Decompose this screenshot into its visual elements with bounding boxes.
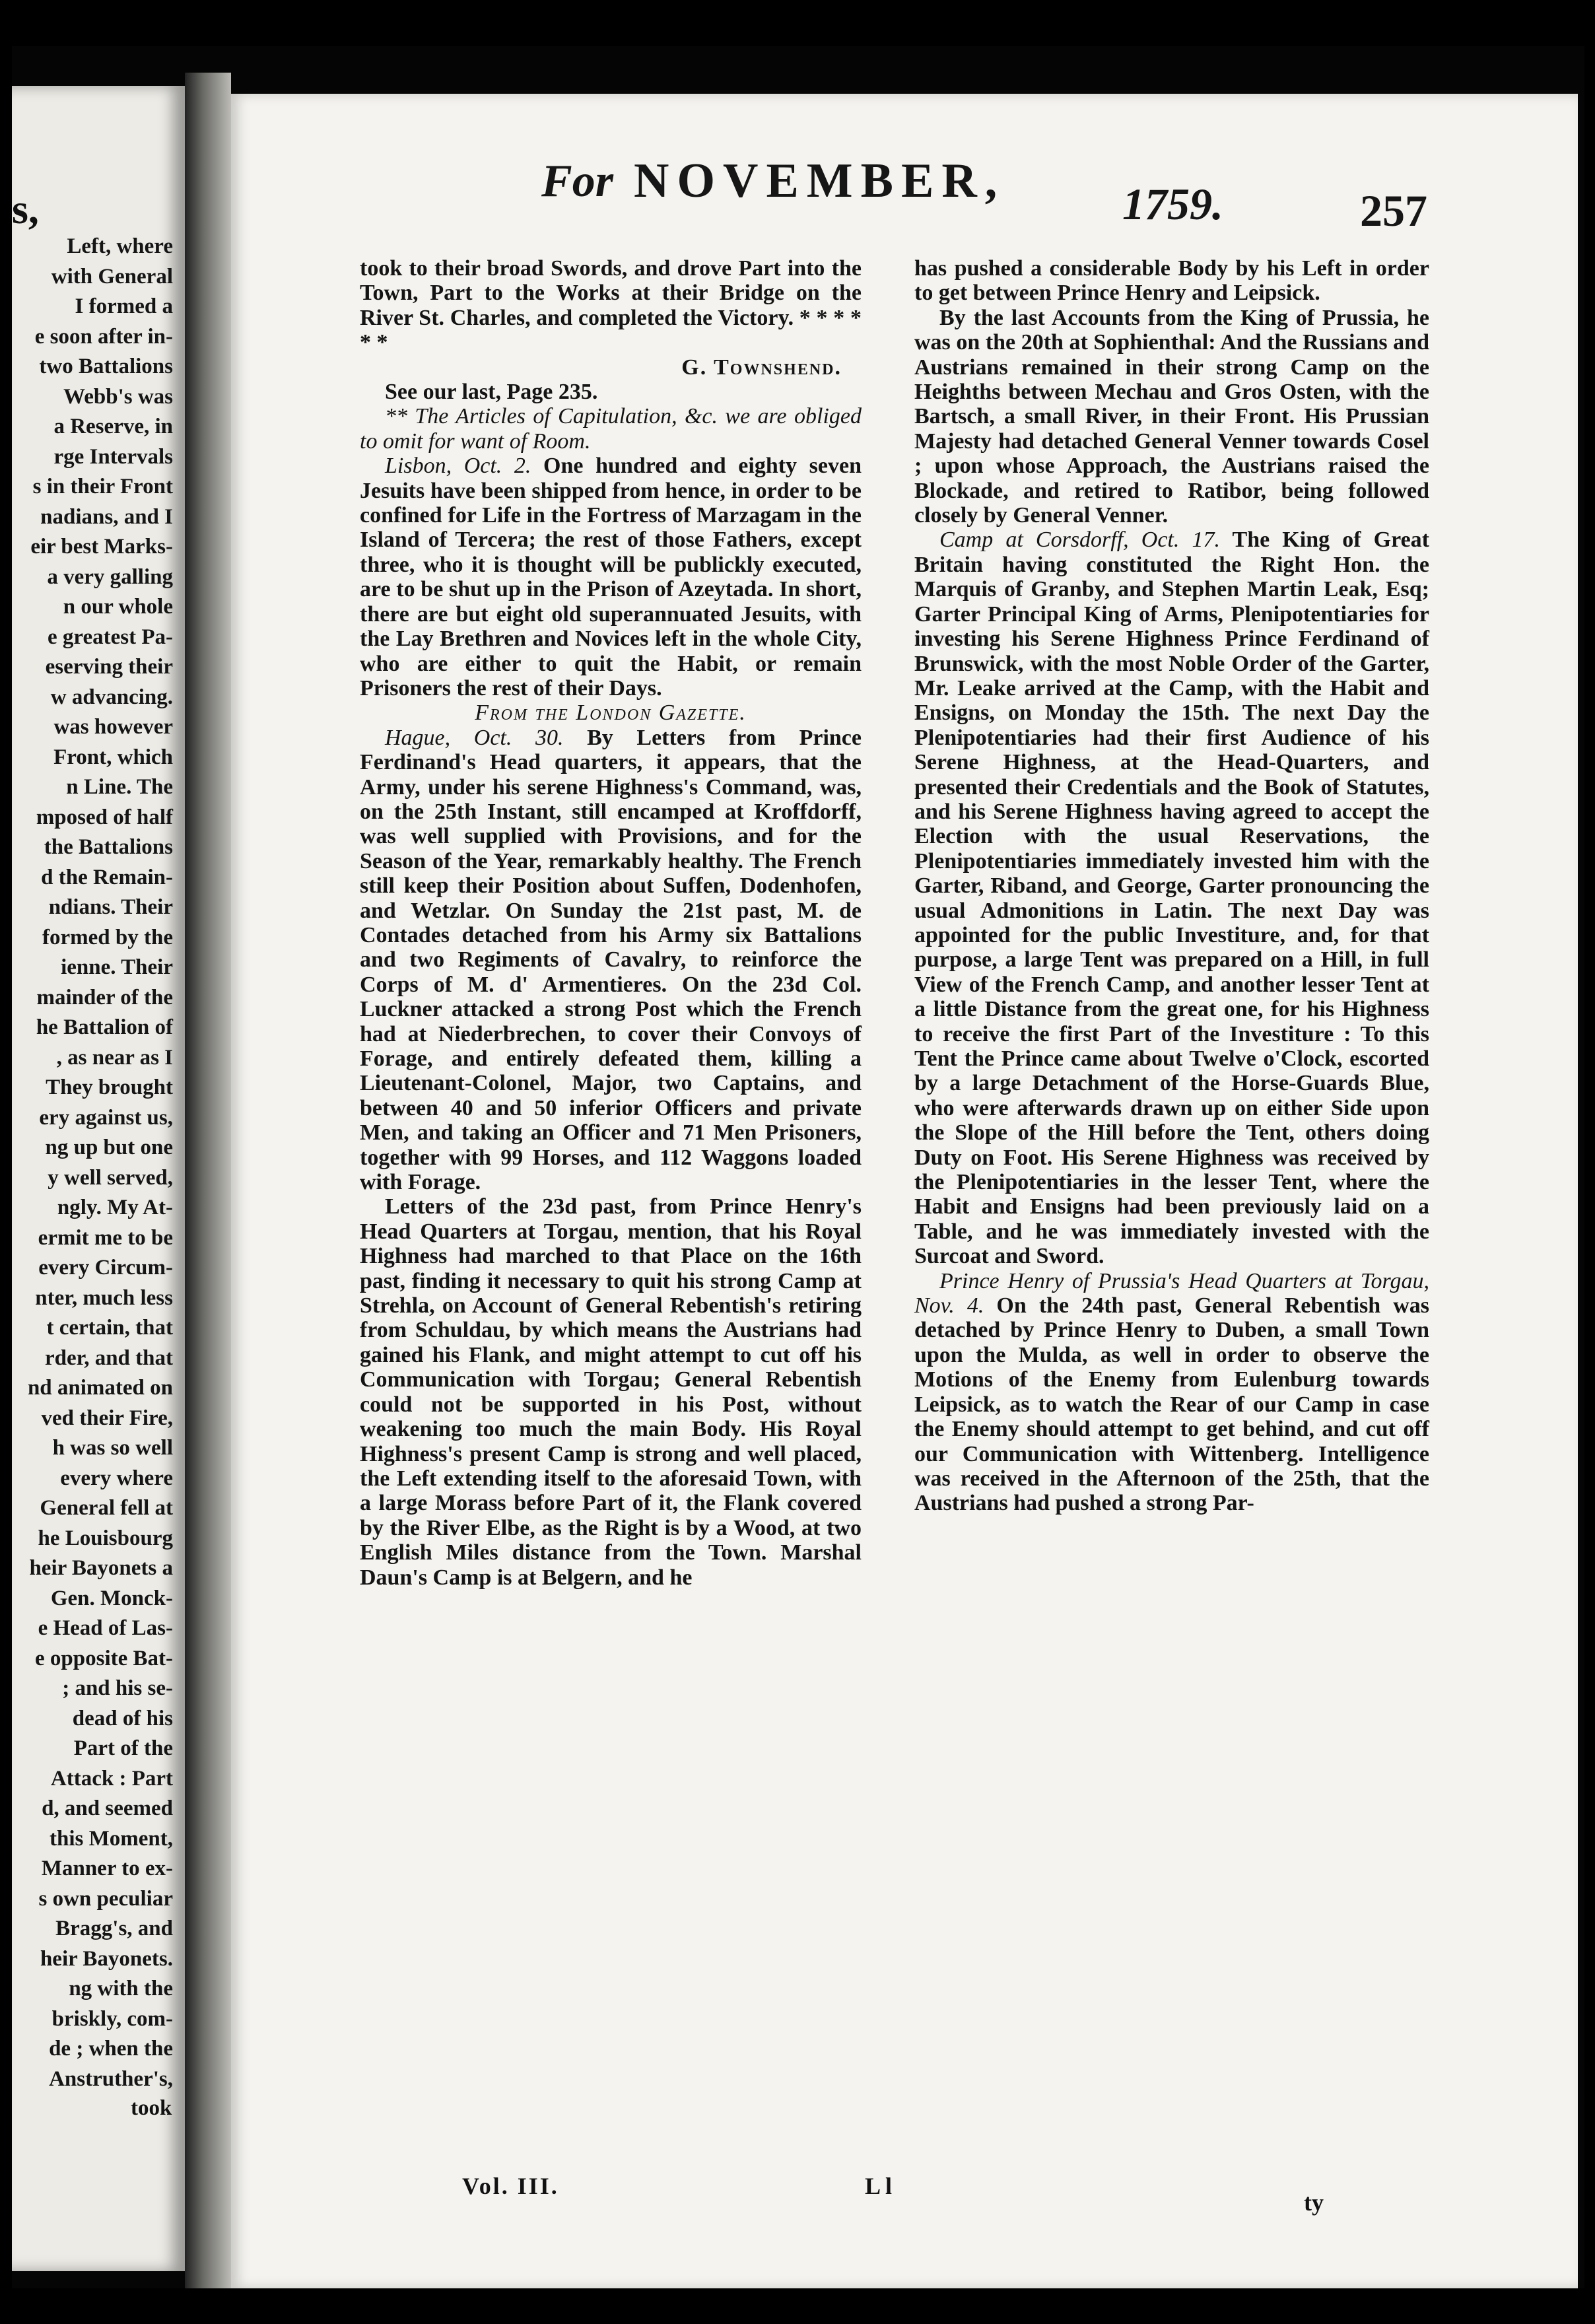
facing-page-line: Webb's was: [63, 384, 173, 409]
facing-page-line: ngly. My At-: [57, 1196, 173, 1219]
articles-note: ** The Articles of Capitulation, &c. we are obliged to omit for want of Room.: [360, 404, 862, 454]
facing-page-line: ng up but one: [45, 1136, 173, 1159]
facing-page-line: rge Intervals: [53, 444, 173, 469]
facing-page-line: e opposite Bat-: [35, 1646, 173, 1670]
paragraph-prussia: By the last Accounts from the King of Prussia, he was on the 20th at Sophienthal: And the Russians and Austrians remained in their strong Camp on the Heighths between Mechau and Gros Osten, with the Bartsch, a small River, in their Front. His Prussian Majesty had detached General Venner towards Cosel ; upon whose Approach, the Austrians raised the Blockade, and retired to Ratibor, being followed closely by General Venner.: [914, 305, 1429, 528]
facing-page-line: mainder of the: [36, 985, 173, 1009]
facing-page-line: a very galling: [47, 564, 173, 589]
text-prince-henry: On the 24th past, General Rebentish was detached by Prince Henry to Duben, a small Town upon the Mulda, as well in order to observe the Motions of the Enemy from Eulenburg towards Leipsick, as to watch the Rear of our Camp in case the Enemy should attempt to get behind, and cut off our Communication with Wittenberg. Intelligence was received in the Afternoon of the 25th, that the Austrians had pushed a strong Par-: [914, 1293, 1430, 1516]
facing-page-line: ery against us,: [39, 1105, 173, 1130]
facing-page-line: d, and seemed: [42, 1796, 173, 1820]
facing-page-line: eserving their: [45, 655, 173, 679]
dateline-prince-henry: Prince Henry of Prussia's Head Quarters at Torgau, Nov. 4.: [914, 1268, 1429, 1318]
facing-page-line: the Battalions: [44, 835, 173, 859]
facing-page-line: n our whole: [63, 595, 173, 619]
footer-signature-mark: L l: [865, 2173, 893, 2199]
paragraph-lisbon: [360, 454, 862, 701]
scan-border-top: [0, 0, 1595, 46]
facing-page-line: , as near as I: [56, 1045, 173, 1070]
facing-page-line: every where: [60, 1466, 173, 1490]
facing-page-line: Left, where: [67, 234, 173, 258]
facing-page-line: e greatest Pa-: [48, 625, 173, 649]
facing-page-running-head: s,: [12, 186, 39, 232]
facing-page-line: nadians, and I: [40, 504, 173, 529]
facing-page-line: mposed of half: [36, 805, 173, 829]
facing-page-line: ienne. Their: [61, 955, 173, 979]
facing-page-line: s in their Front: [32, 475, 173, 498]
facing-page-line: t certain, that: [46, 1316, 173, 1340]
facing-page-line: formed by the: [42, 925, 173, 949]
paragraph-letters: Letters of the 23d past, from Prince Henry's Head Quarters at Torgau, mention, that his Royal Highness had marched to that Place on the 16th past, finding it necessary to quit his strong Camp at Strehla, on Account of General Rebentish's retiring from Schuldau, by which means the Austrians had gained his Flank, and might attempt to cut off his Communication with Torgau; General Rebentish could not be supported in his Post, without weakening too much the main Body. His Royal Highness's present Camp is strong and well placed, the Left extending itself to the aforesaid Town, with a large Morass before Part of it, the Flank covered by the River Elbe, as the Right is by a Wood, at two English Miles distance from the Town. Marshal Daun's Camp is at Belgern, and he: [360, 1194, 862, 1590]
dateline-lisbon: Lisbon, Oct. 2.: [385, 454, 531, 479]
facing-page-line: ng with the: [69, 1977, 173, 2000]
facing-page-line: ved their Fire,: [41, 1406, 173, 1430]
facing-page-line: e soon after in-: [34, 324, 173, 349]
signature-townshend: G. Townshend.: [681, 355, 842, 380]
see-note: See our last, Page 235.: [385, 380, 598, 405]
facing-page-line: ermit me to be: [38, 1225, 173, 1250]
text-camp: The King of Great Britain having constituted the Right Hon. the Marquis of Granby, and Stephen Martin Leak, Esq; Garter Principal King of Arms, Plenipotentiaries for investing his Serene Highness Prince Ferdinand of Brunswick, with the most Noble Order of the Garter, Mr. Leake arrived at the Camp, with the Habit and Ensigns, on Monday the 15th. The next Day the Plenipotentiaries had their first Audience of his Serene Highness, at the Head-Quarters, and presented their Credentials and the Book of Statutes, and his Serene Highness having agreed to accept the Election with the usual Reservations, the Plenipotentiaries immediately invested him with the Garter, Riband, and George, Garter pronouncing the usual Admonitions in Latin. The next Day was appointed for the public Investiture, and, for that purpose, a large Tent was prepared on a Hill, in full View of the French Camp, and another lesser Tent at a little Distance from the great one, for his Highness to receive the first Part of the Investiture : To this Tent the Prince came about Twelve o'Clock, escorted by a large Detachment of the Horse-Guards Blue, who were afterwards drawn up on either Side upon the Slope of the Hill before the Tent, others doing Duty on Foot. His Serene Highness was received by the Plenipotentiaries in the lesser Tent, where the Habit and Ensigns had been previously laid on a Table, and he was immediately invested with the Surcoat and Sword.: [914, 528, 1429, 1269]
gazette-heading-text: From the London Gazette.: [475, 701, 747, 726]
facing-page-line: Gen. Monck-: [50, 1586, 173, 1610]
paragraph-camp: [914, 528, 1429, 1268]
facing-page-line: was however: [53, 715, 173, 739]
dateline-camp: Camp at Corsdorff, Oct. 17.: [939, 528, 1220, 553]
facing-page-line: Anstruther's,: [49, 2067, 173, 2091]
paragraph-victory: took to their broad Swords, and drove Part into the Town, Part to the Works at their Bridge on the River St. Charles, and completed the Victory. * * * * * *: [360, 256, 862, 355]
text-hague: By Letters from Prince Ferdinand's Head quarters, it appears, that the Army, under his serene Highness's Command, was, on the 25th Instant, still encamped at Kroffdorff, was well supplied with Provisions, and for the Season of the Year, remarkably healthy. The French still keep their Position about Suffen, Dodenhofen, and Wetzlar. On Sunday the 21st past, M. de Contades detached from his Army six Battalions and two Regiments of Cavalry, to reinforce the Corps of M. d' Armentieres. On the 23d Col. Luckner attacked a strong Post which the French had at Niederbrechen, to cover their Convoys of Forage, and entirely defeated them, killing a Lieutenant-Colonel, Major, two Captains, and between 40 and 50 inferior Officers and private Men, and taking an Officer and 71 Men Prisoners, together with 99 Horses, and 112 Waggons loaded with Forage.: [360, 725, 862, 1195]
facing-page-line: heir Bayonets.: [40, 1946, 173, 1971]
facing-page-line: I formed a: [75, 294, 173, 318]
scan-border-right: [1584, 0, 1595, 2324]
facing-page-line: n Line. The: [66, 775, 173, 799]
facing-page-line: Bragg's, and: [55, 1917, 173, 1940]
scan-border-left: [0, 0, 12, 2324]
heading-london-gazette: [360, 701, 862, 725]
facing-page-line: with General: [51, 264, 173, 289]
facing-page-line: ; and his se-: [62, 1676, 173, 1700]
facing-page-line: every Circum-: [38, 1256, 173, 1280]
running-head-year: 1759.: [1122, 179, 1223, 229]
book-gutter: [185, 73, 231, 2288]
footer-catchword: ty: [1304, 2189, 1324, 2216]
running-head-month: NOVEMBER,: [634, 154, 1005, 208]
facing-page-line: he Louisbourg: [38, 1526, 173, 1550]
facing-page-line: nd animated on: [27, 1376, 173, 1400]
facing-page-line: ndians. Their: [48, 895, 173, 919]
facing-page-line: dead of his: [72, 1706, 173, 1730]
paragraph-leipsick: has pushed a considerable Body by his Left in order to get between Prince Henry and Leipsick.: [914, 256, 1429, 306]
scan-border-bottom: [0, 2288, 1595, 2324]
paragraph-hague: [360, 726, 862, 1195]
facing-page-line: Attack : Part: [50, 1766, 173, 1791]
footer-volume: Vol. III.: [462, 2173, 559, 2199]
facing-page-line: Front, which: [53, 745, 173, 769]
facing-page-line: two Battalions: [39, 355, 173, 378]
facing-page-line: d the Remain-: [41, 865, 173, 889]
facing-page-line: nter, much less: [35, 1285, 173, 1310]
page-number: 257: [1360, 186, 1427, 236]
facing-page-line: y well served,: [48, 1165, 173, 1190]
facing-page-line: this Moment,: [50, 1826, 173, 1851]
facing-page-line: briskly, com-: [51, 2006, 173, 2031]
facing-page-line: a Reserve, in: [53, 415, 173, 438]
facing-page-line: General fell at: [40, 1496, 173, 1520]
running-head-for: For: [541, 156, 613, 207]
facing-page-line: Part of the: [73, 1736, 173, 1760]
facing-page-line: he Battalion of: [36, 1015, 173, 1039]
column-left: [360, 256, 862, 1590]
facing-page-catchword: took: [131, 2096, 172, 2120]
facing-page-line: Manner to ex-: [41, 1857, 173, 1880]
facing-page-line: rder, and that: [44, 1346, 173, 1370]
facing-page-line: e Head of Las-: [38, 1616, 173, 1640]
facing-page-line: heir Bayonets a: [29, 1556, 173, 1580]
facing-page-line: de ; when the: [49, 2037, 173, 2061]
facing-page-line: They brought: [46, 1076, 173, 1099]
column-right: [914, 256, 1429, 1516]
facing-page-line: s own peculiar: [38, 1886, 173, 1911]
facing-page-line: h was so well: [52, 1436, 173, 1460]
dateline-hague: Hague, Oct. 30.: [385, 725, 564, 750]
facing-page-line: w advancing.: [50, 685, 173, 709]
facing-page-line: eir best Marks-: [30, 535, 173, 559]
paragraph-prince-henry: [914, 1269, 1429, 1516]
text-lisbon: One hundred and eighty seven Jesuits have been shipped from hence, in order to be confined for Life in the Fortress of Marzagam in the Island of Tercera; the rest of those Fathers, except three, who it is thought will be publickly executed, are to be shut up in the Prison of Azeytada. In short, there are but eight old superannuated Jesuits, with the Lay Brethren and Novices left in the whole City, who are either to quit the Habit, or remain Prisoners the rest of their Days.: [360, 454, 862, 701]
facing-page-fragment: [12, 86, 185, 2271]
